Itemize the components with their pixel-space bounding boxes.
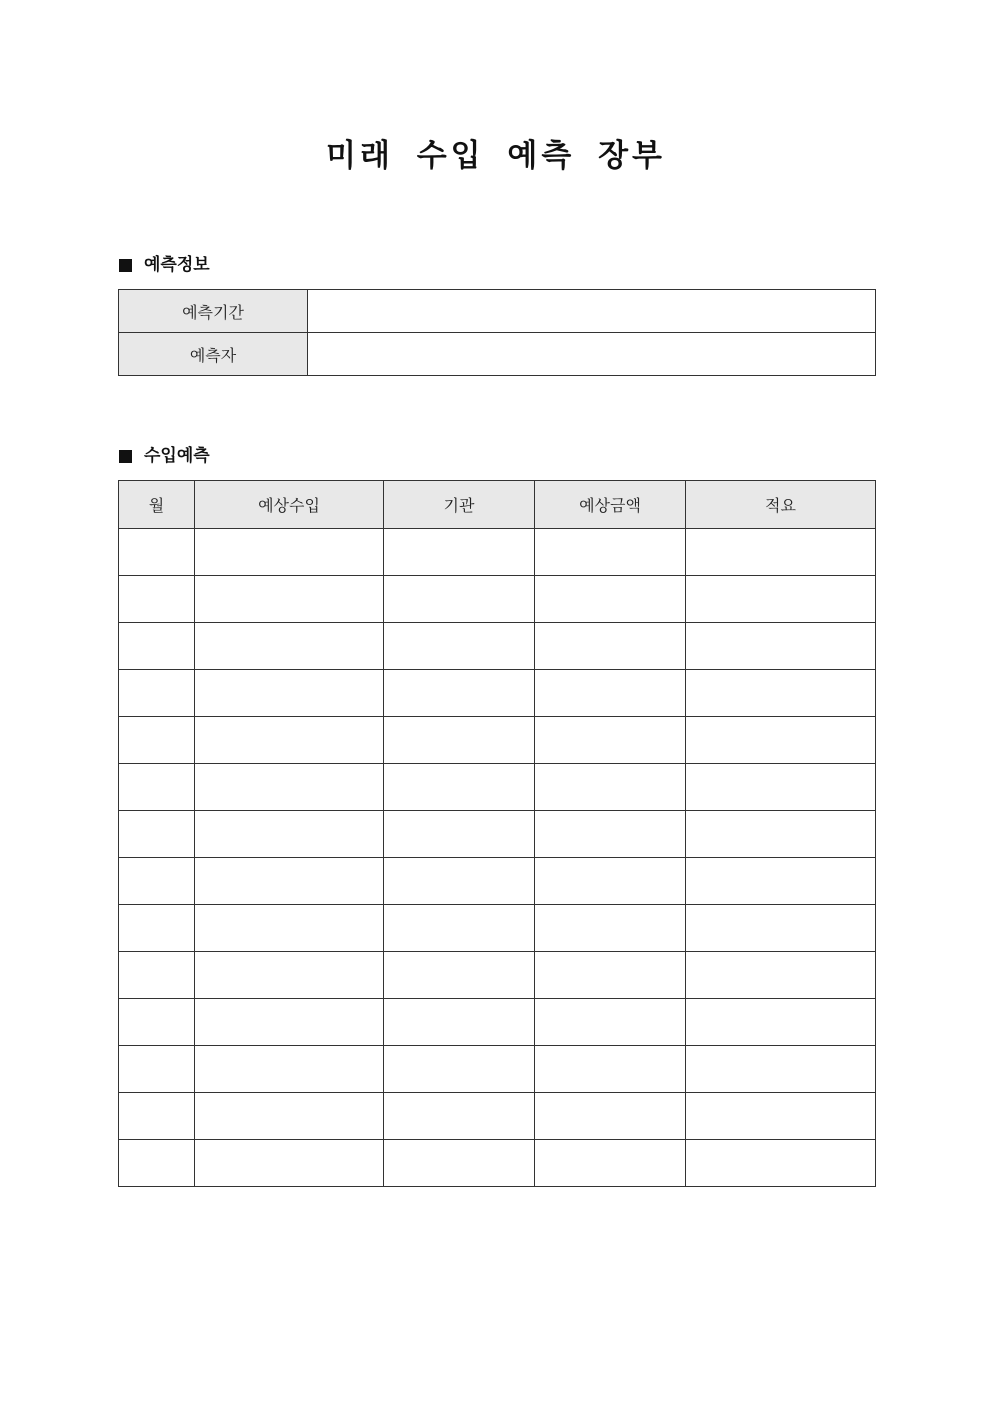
month-cell[interactable] — [119, 670, 195, 717]
table-row — [119, 1140, 876, 1187]
expected-income-cell[interactable] — [195, 811, 384, 858]
info-value-period[interactable] — [308, 290, 876, 333]
table-row — [119, 1093, 876, 1140]
table-row — [119, 623, 876, 670]
expected-amount-cell[interactable] — [535, 1140, 686, 1187]
table-row — [119, 717, 876, 764]
month-cell[interactable] — [119, 905, 195, 952]
table-row — [119, 1046, 876, 1093]
remarks-cell[interactable] — [686, 1046, 876, 1093]
month-cell[interactable] — [119, 952, 195, 999]
institution-cell[interactable] — [384, 529, 535, 576]
expected-amount-cell[interactable] — [535, 670, 686, 717]
expected-amount-cell[interactable] — [535, 576, 686, 623]
square-bullet-icon — [119, 259, 132, 272]
institution-cell[interactable] — [384, 858, 535, 905]
institution-cell[interactable] — [384, 670, 535, 717]
table-row — [119, 952, 876, 999]
table-row — [119, 905, 876, 952]
month-cell[interactable] — [119, 717, 195, 764]
info-label-forecaster: 예측자 — [119, 333, 308, 376]
column-header-remarks: 적요 — [686, 481, 876, 529]
info-value-forecaster[interactable] — [308, 333, 876, 376]
expected-amount-cell[interactable] — [535, 999, 686, 1046]
expected-income-cell[interactable] — [195, 576, 384, 623]
expected-amount-cell[interactable] — [535, 811, 686, 858]
table-row — [119, 764, 876, 811]
remarks-cell[interactable] — [686, 529, 876, 576]
remarks-cell[interactable] — [686, 764, 876, 811]
month-cell[interactable] — [119, 858, 195, 905]
expected-income-cell[interactable] — [195, 1046, 384, 1093]
remarks-cell[interactable] — [686, 1093, 876, 1140]
expected-income-cell[interactable] — [195, 905, 384, 952]
remarks-cell[interactable] — [686, 905, 876, 952]
expected-amount-cell[interactable] — [535, 623, 686, 670]
table-header-row — [119, 481, 876, 529]
expected-income-cell[interactable] — [195, 952, 384, 999]
institution-cell[interactable] — [384, 576, 535, 623]
remarks-cell[interactable] — [686, 1140, 876, 1187]
month-cell[interactable] — [119, 1046, 195, 1093]
institution-cell[interactable] — [384, 717, 535, 764]
table-row — [119, 670, 876, 717]
expected-amount-cell[interactable] — [535, 764, 686, 811]
remarks-cell[interactable] — [686, 811, 876, 858]
institution-cell[interactable] — [384, 952, 535, 999]
expected-amount-cell[interactable] — [535, 1093, 686, 1140]
month-cell[interactable] — [119, 529, 195, 576]
institution-cell[interactable] — [384, 1140, 535, 1187]
expected-amount-cell[interactable] — [535, 1046, 686, 1093]
forecast-table — [118, 480, 876, 1187]
table-row — [119, 999, 876, 1046]
expected-income-cell[interactable] — [195, 858, 384, 905]
expected-amount-cell[interactable] — [535, 905, 686, 952]
column-header-expected-income: 예상수입 — [195, 481, 384, 529]
table-row — [119, 811, 876, 858]
expected-income-cell[interactable] — [195, 1140, 384, 1187]
expected-income-cell[interactable] — [195, 623, 384, 670]
month-cell[interactable] — [119, 764, 195, 811]
institution-cell[interactable] — [384, 623, 535, 670]
institution-cell[interactable] — [384, 764, 535, 811]
institution-cell[interactable] — [384, 905, 535, 952]
remarks-cell[interactable] — [686, 670, 876, 717]
expected-income-cell[interactable] — [195, 670, 384, 717]
month-cell[interactable] — [119, 576, 195, 623]
section-heading-info-label: 예측정보 — [144, 255, 210, 275]
remarks-cell[interactable] — [686, 717, 876, 764]
month-cell[interactable] — [119, 999, 195, 1046]
institution-cell[interactable] — [384, 1093, 535, 1140]
expected-amount-cell[interactable] — [535, 952, 686, 999]
month-cell[interactable] — [119, 1093, 195, 1140]
section-heading-forecast — [119, 445, 210, 467]
column-header-expected-amount: 예상금액 — [535, 481, 686, 529]
info-table — [118, 289, 876, 376]
page-title: 미래 수입 예측 장부 — [326, 138, 666, 174]
table-row — [119, 576, 876, 623]
expected-income-cell[interactable] — [195, 1093, 384, 1140]
expected-income-cell[interactable] — [195, 764, 384, 811]
month-cell[interactable] — [119, 1140, 195, 1187]
column-header-month: 월 — [119, 481, 195, 529]
info-row — [119, 333, 876, 376]
remarks-cell[interactable] — [686, 858, 876, 905]
expected-income-cell[interactable] — [195, 717, 384, 764]
expected-amount-cell[interactable] — [535, 717, 686, 764]
institution-cell[interactable] — [384, 1046, 535, 1093]
expected-amount-cell[interactable] — [535, 529, 686, 576]
section-heading-forecast-label: 수입예측 — [144, 446, 210, 466]
info-label-period: 예측기간 — [119, 290, 308, 333]
remarks-cell[interactable] — [686, 623, 876, 670]
institution-cell[interactable] — [384, 811, 535, 858]
remarks-cell[interactable] — [686, 999, 876, 1046]
forecast-body — [119, 529, 876, 1187]
expected-income-cell[interactable] — [195, 529, 384, 576]
column-header-institution: 기관 — [384, 481, 535, 529]
remarks-cell[interactable] — [686, 576, 876, 623]
square-bullet-icon — [119, 450, 132, 463]
table-row — [119, 529, 876, 576]
expected-amount-cell[interactable] — [535, 858, 686, 905]
info-row — [119, 290, 876, 333]
month-cell[interactable] — [119, 811, 195, 858]
section-heading-info — [119, 254, 210, 276]
expected-income-cell[interactable] — [195, 999, 384, 1046]
month-cell[interactable] — [119, 623, 195, 670]
remarks-cell[interactable] — [686, 952, 876, 999]
institution-cell[interactable] — [384, 999, 535, 1046]
table-row — [119, 858, 876, 905]
